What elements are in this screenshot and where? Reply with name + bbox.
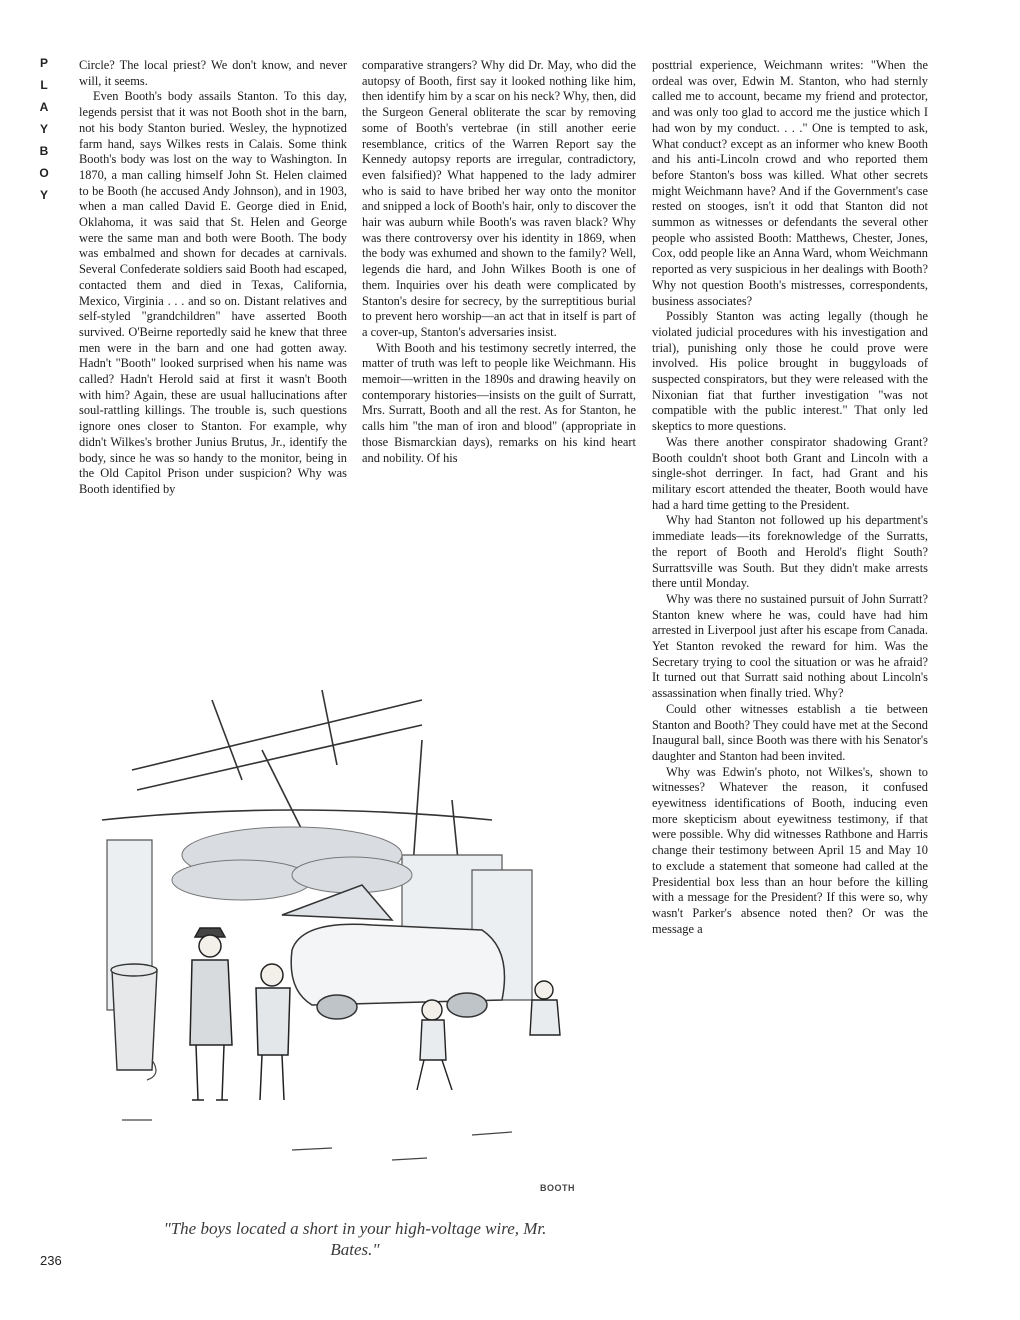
paragraph: posttrial experience, Weichmann writes: "When the ordeal was over, Edwin M. Stanton, who had sternly called me to account, became my friend and protector, and was only too glad to accord me the justice which I had won by my conduct. . . ." One is tempted to ask, What conduct? except as an informer who knew Booth and his anti-Lincoln crowd and who reported them before Stanton's boss was killed. What other secrets might Weichmann have? And if the Government's case rested on stooges, isn't it odd that Stanton did not summon as witnesses or defendants the several other people who assisted Booth: Matthews, Chester, Jones, Cox, odd people like an Anna Ward, whom Weichmann reported as very suspicious in her dealings with Booth? Why not question Booth's mistresses, correspondents, business associates? (652, 58, 928, 308)
smoke-cloud (172, 827, 412, 900)
floor-debris (122, 1060, 512, 1160)
text-column-2 (362, 58, 636, 466)
masthead-letter: Y (39, 188, 48, 202)
paragraph: Possibly Stanton was acting legally (though he violated judicial procedures with his investigation and trial), punishing only those he could prove were involved. His police brought in buggyloads of suspected conspirators, but they were released with the Nixonian fiat that further investigation "was not compatible with the public interest." That only led skeptics to more questions. (652, 309, 928, 434)
masthead-letter: B (39, 144, 49, 158)
cartoonist-signature: BOOTH (540, 1183, 575, 1193)
paragraph: Could other witnesses establish a tie between Stanton and Booth? They could have met at the Second Inaugural ball, since Booth was there with his Senator's daughter and Stanton had been invited. (652, 701, 928, 763)
masthead-letter: O (39, 166, 49, 180)
mechanic (256, 964, 290, 1100)
masthead-letter: Y (39, 122, 48, 136)
page-number: 236 (40, 1253, 62, 1268)
magazine-masthead (34, 52, 54, 206)
trash-barrel (111, 964, 157, 1070)
paragraph: Was there another conspirator shadowing Grant? Booth couldn't shoot both Grant and Lincoln with a single-shot derringer. In fact, had Grant and his military escort attended the theater, Booth would have had a hard time getting to the President. (652, 434, 928, 512)
masthead-letter: P (39, 56, 48, 70)
paragraph: Why was Edwin's photo, not Wilkes's, shown to witnesses? Whatever the reason, it confused eyewitness identifications of Booth, inducing even more skepticism about eyewitness testimony, if that were possible. Why did witnesses Rathbone and Harris change their testimony between April 15 and May 10 to exclude a statement that someone had called at the Presidential box less than an hour before the killing with a message for the President? If this were so, why wasn't Parker's absence noted then? Or was the message a (652, 764, 928, 936)
man-in-hat (190, 928, 232, 1100)
text-column-1 (79, 58, 347, 498)
masthead-letter: L (40, 78, 48, 92)
masthead-letter: A (39, 100, 49, 114)
paragraph: comparative strangers? Why did Dr. May, who did the autopsy of Booth, first say it looked nothing like him, then identify him by a scar on his neck? Why, then, did the Surgeon General obliterate the scar by removing some of Booth's vertebrae (in still another eerie resemblance, critics of the Warren Report say the Kennedy autopsy reports are irregular, contradictory, even falsified)? What happened to the lady admirer who is said to have bribed her way onto the monitor and snipped a lock of Booth's hair, only to discover the hair was auburn while Booth's was raven black? Why was there controversy over his identity in 1869, when the body was exhumed and shown to the family? Well, legends die hard, and John Wilkes Booth is one of them. Inquiries over his death were complicated by Stanton's desire for secrecy, by the surreptitious burial to prevent hero worship—an act that in itself is part of a cover-up, Stanton's adversaries insist. (362, 58, 636, 339)
paragraph: Circle? The local priest? We don't know, and never will, it seems. (79, 58, 347, 88)
cartoon-illustration (92, 680, 582, 1200)
cartoon-caption: "The boys located a short in your high-voltage wire, Mr. Bates." (163, 1219, 547, 1259)
paragraph: Why had Stanton not followed up his department's immediate leads—its foreknowledge of the Surratts, the report of Booth and Herold's flight South? Surrattsville was South. But they didn't make arrests there until Monday. (652, 513, 928, 591)
paragraph: Even Booth's body assails Stanton. To this day, legends persist that it was not Booth shot in the barn, not his body Stanton buried. Wesley, the hypnotized farm hand, says Wilkes rests in Calais. Some think Booth's body was lost on the way to Washington. In 1870, a man calling himself John St. Helen claimed to be Booth (he accused Andy Johnson), and in 1903, when a man called David E. George died in Enid, Oklahoma, it was said that St. Helen and George were the same man and both were Booth. The body was embalmed and shown for decades at carnivals. Several Confederate soldiers said Booth had escaped, contacted them and died in Texas, California, Mexico, Virginia . . . and so on. Distant relatives and self-styled "grandchildren" have asserted Booth survived. O'Beirne reportedly said he knew that three men were in the barn and one had gotten away. Hadn't "Booth" looked surprised when his name was called? Hadn't Herold said at first it wasn't Booth with him? Again, these are usual hallucinations after soul-rattling killings. The trouble is, such questions ignore ones closer to Stanton. For example, why didn't Wilkes's brother Junius Brutus, Jr., identify the body, since he was so handy to the monitor, being in the Old Capitol Prison under suspicion? Why was Booth identified by (79, 89, 347, 496)
paragraph: With Booth and his testimony secretly interred, the matter of truth was left to people like Weichmann. His memoir—written in the 1890s and drawing heavily on contemporary histories—insists on the guilt of Surratt, Mrs. Surratt, Booth and all the rest. As for Stanton, he calls him "the man of iron and blood" (appropriate in those Bismarckian days), remarks on his kind heart and nobility. Of his (362, 340, 636, 465)
text-column-3 (652, 58, 928, 937)
paragraph: Why was there no sustained pursuit of John Surratt? Stanton knew where he was, could have had him arrested in Liverpool just after his escape from Canada. Yet Stanton revoked the reward for him. Was the Secretary trying to cool the situation or was he afraid? It turned out that Surratt said nothing about Lincoln's assassination when finally tried. Why? (652, 591, 928, 701)
